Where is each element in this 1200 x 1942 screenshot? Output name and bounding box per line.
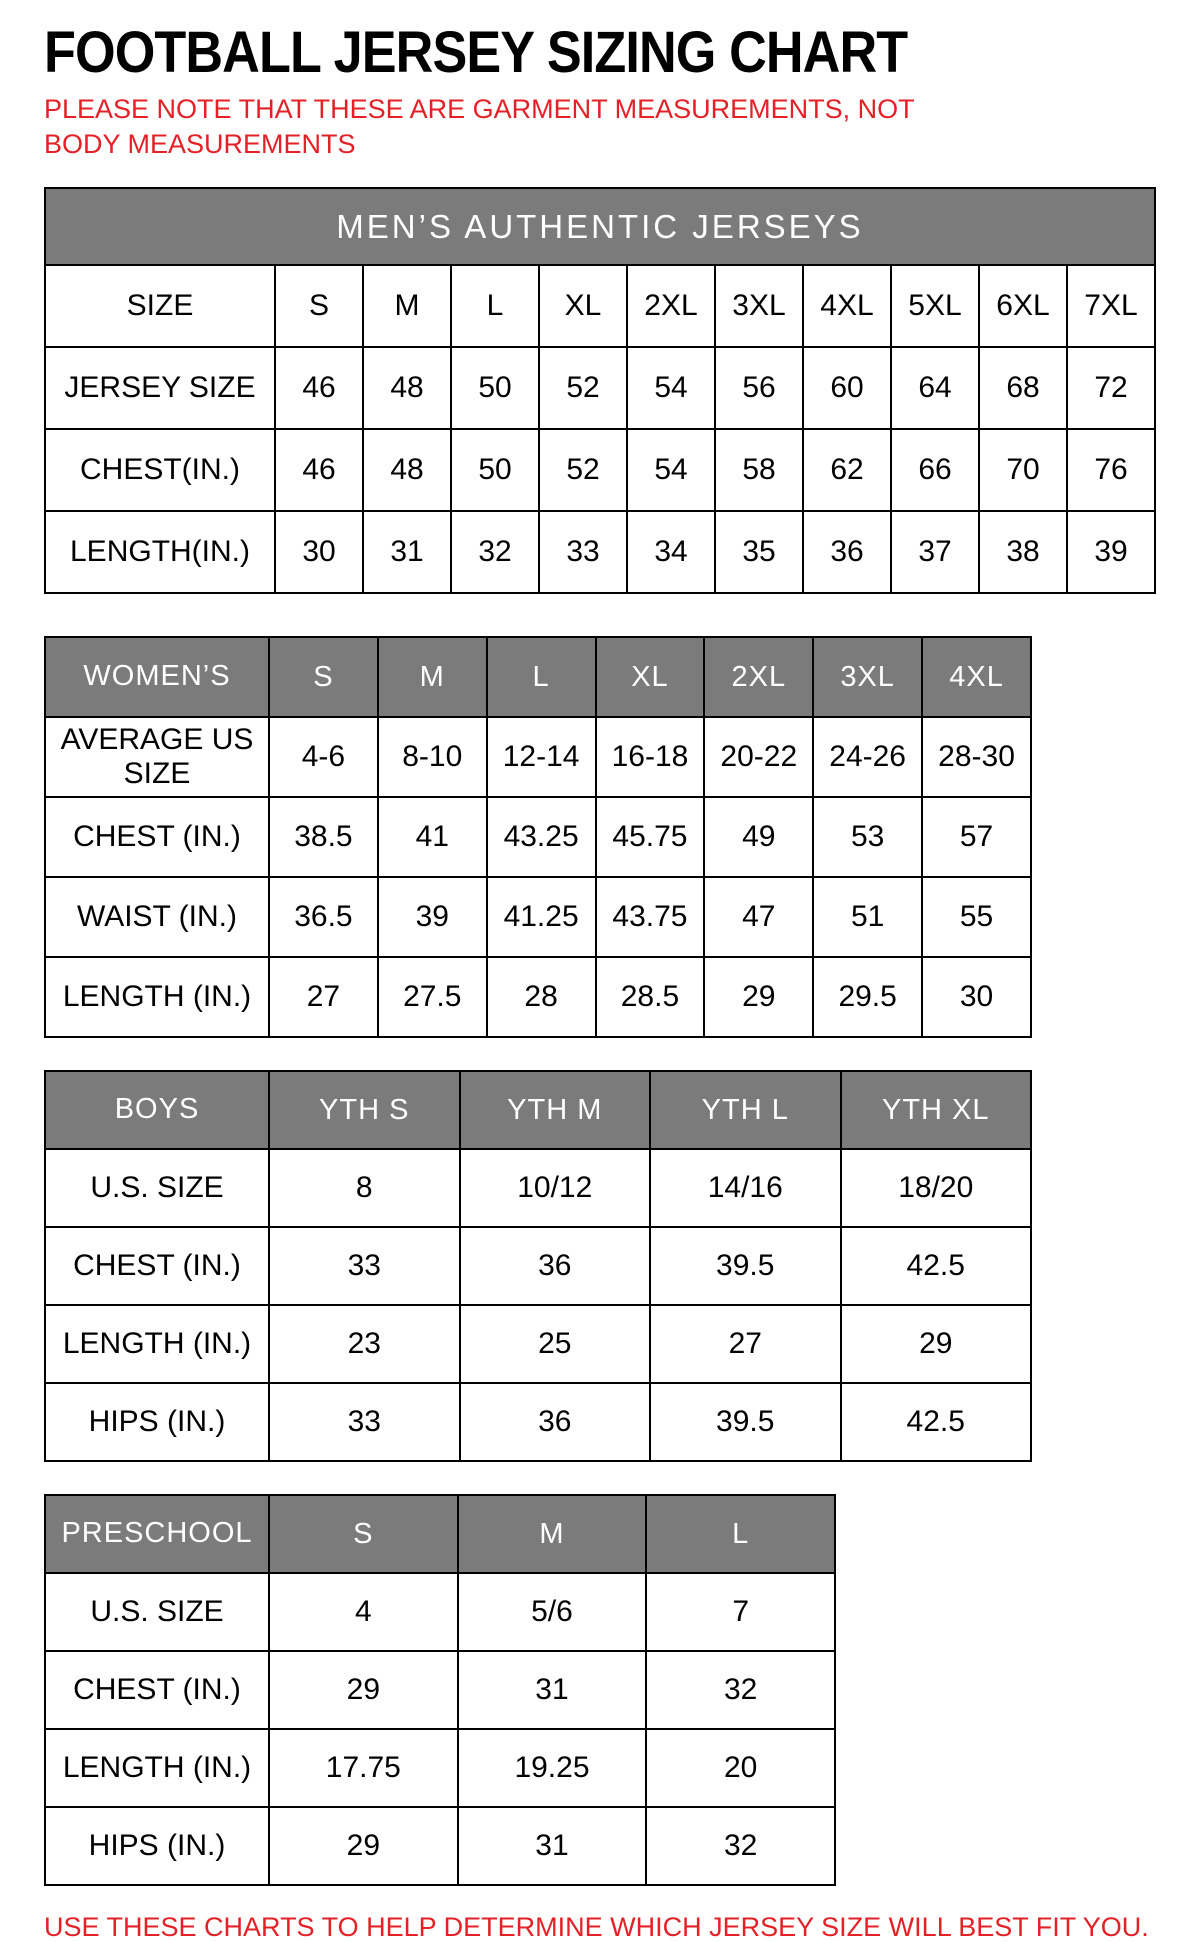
value-cell: 53 [813,797,922,877]
value-cell: 30 [922,957,1031,1037]
value-cell: 24-26 [813,717,922,797]
mens-table-header [45,188,1155,265]
mens-authentic-jerseys-table [44,187,1156,594]
row-label-cell: CHEST(IN.) [45,429,275,511]
value-cell: 14/16 [650,1149,841,1227]
table-row [45,1227,1031,1305]
value-cell: 29 [841,1305,1032,1383]
row-label-cell: LENGTH (IN.) [45,1729,269,1807]
table-row [45,1729,835,1807]
table-row [45,797,1031,877]
row-label-cell: HIPS (IN.) [45,1383,269,1461]
size-column-header: L [646,1495,835,1573]
value-cell: 28 [487,957,596,1037]
size-column-header: 4XL [922,637,1031,717]
value-cell: 39 [378,877,487,957]
value-cell: 41.25 [487,877,596,957]
page-title: FOOTBALL JERSEY SIZING CHART [44,20,908,85]
value-cell: 29 [704,957,813,1037]
value-cell: 54 [627,347,715,429]
value-cell: 43.25 [487,797,596,877]
boys-table-header [45,1071,1031,1149]
table-row [45,1807,835,1885]
value-cell: 17.75 [269,1729,458,1807]
value-cell: 27 [650,1305,841,1383]
table-row [45,877,1031,957]
size-column-header: L [487,637,596,717]
mens-title-row [45,188,1155,265]
value-cell: 48 [363,347,451,429]
value-cell: 36 [460,1383,651,1461]
value-cell: 47 [704,877,813,957]
value-cell: 33 [539,511,627,593]
value-cell: 25 [460,1305,651,1383]
value-cell: 19.25 [458,1729,647,1807]
value-cell: 72 [1067,347,1155,429]
table-row [45,957,1031,1037]
value-cell: 36 [460,1227,651,1305]
row-label-cell: CHEST (IN.) [45,797,269,877]
size-column-header: YTH S [269,1071,460,1149]
value-cell: 52 [539,347,627,429]
value-cell: 62 [803,429,891,511]
table-row [45,347,1155,429]
womens-table-body [45,717,1031,1037]
row-label-cell: CHEST (IN.) [45,1651,269,1729]
table-header-row [45,1071,1031,1149]
table-row [45,265,1155,347]
womens-sizing-table [44,636,1032,1038]
value-cell: 36.5 [269,877,378,957]
value-cell: 55 [922,877,1031,957]
value-cell: 37 [891,511,979,593]
value-cell: 49 [704,797,813,877]
footer-note: USE THESE CHARTS TO HELP DETERMINE WHICH JERSEY SIZE WILL BEST FIT YOU. [44,1912,1149,1942]
garment-measurement-note: PLEASE NOTE THAT THESE ARE GARMENT MEASUREMENTS, NOT BODY MEASUREMENTS [44,94,915,159]
value-cell: 68 [979,347,1067,429]
value-cell: 39 [1067,511,1155,593]
value-cell: 46 [275,347,363,429]
value-cell: 10/12 [460,1149,651,1227]
size-column-header: YTH XL [841,1071,1032,1149]
value-cell: 4-6 [269,717,378,797]
value-cell: 6XL [979,265,1067,347]
row-label-cell: U.S. SIZE [45,1573,269,1651]
size-column-header: YTH L [650,1071,841,1149]
size-column-header: 2XL [704,637,813,717]
value-cell: 4 [269,1573,458,1651]
value-cell: 20-22 [704,717,813,797]
value-cell: M [363,265,451,347]
value-cell: L [451,265,539,347]
table-row [45,1651,835,1729]
value-cell: 58 [715,429,803,511]
value-cell: 34 [627,511,715,593]
table-name-cell: WOMEN’S [45,637,269,717]
row-label-cell: AVERAGE US SIZE [45,717,269,797]
row-label-cell: JERSEY SIZE [45,347,275,429]
row-label-cell: HIPS (IN.) [45,1807,269,1885]
value-cell: 76 [1067,429,1155,511]
value-cell: 56 [715,347,803,429]
value-cell: 3XL [715,265,803,347]
value-cell: 39.5 [650,1383,841,1461]
value-cell: 8 [269,1149,460,1227]
table-row [45,1573,835,1651]
value-cell: 33 [269,1383,460,1461]
table-row [45,717,1031,797]
value-cell: 27.5 [378,957,487,1037]
value-cell: XL [539,265,627,347]
size-column-header: 3XL [813,637,922,717]
boys-table-body [45,1149,1031,1461]
size-column-header: S [269,1495,458,1573]
value-cell: 46 [275,429,363,511]
row-label-cell: CHEST (IN.) [45,1227,269,1305]
value-cell: 5XL [891,265,979,347]
preschool-sizing-table [44,1494,836,1886]
value-cell: 5/6 [458,1573,647,1651]
mens-table-body [45,265,1155,593]
size-column-header: YTH M [460,1071,651,1149]
value-cell: 54 [627,429,715,511]
value-cell: 31 [458,1807,647,1885]
value-cell: 36 [803,511,891,593]
preschool-table-body [45,1573,835,1885]
value-cell: 38 [979,511,1067,593]
value-cell: 43.75 [596,877,705,957]
table-row [45,429,1155,511]
value-cell: 31 [458,1651,647,1729]
value-cell: 57 [922,797,1031,877]
value-cell: 12-14 [487,717,596,797]
value-cell: 66 [891,429,979,511]
value-cell: 50 [451,429,539,511]
value-cell: 16-18 [596,717,705,797]
preschool-table-header [45,1495,835,1573]
womens-table-header [45,637,1031,717]
boys-sizing-table [44,1070,1032,1462]
mens-table-title: MEN’S AUTHENTIC JERSEYS [45,188,1155,265]
row-label-cell: LENGTH (IN.) [45,1305,269,1383]
value-cell: 51 [813,877,922,957]
value-cell: 32 [451,511,539,593]
value-cell: 64 [891,347,979,429]
value-cell: 31 [363,511,451,593]
value-cell: 29 [269,1807,458,1885]
table-row [45,511,1155,593]
value-cell: 32 [646,1651,835,1729]
value-cell: 45.75 [596,797,705,877]
value-cell: 52 [539,429,627,511]
value-cell: 29 [269,1651,458,1729]
value-cell: 20 [646,1729,835,1807]
table-row [45,1149,1031,1227]
value-cell: 8-10 [378,717,487,797]
value-cell: 2XL [627,265,715,347]
table-header-row [45,637,1031,717]
row-label-cell: LENGTH(IN.) [45,511,275,593]
value-cell: 60 [803,347,891,429]
value-cell: 27 [269,957,378,1037]
value-cell: 42.5 [841,1227,1032,1305]
value-cell: 35 [715,511,803,593]
value-cell: 28-30 [922,717,1031,797]
table-row [45,1305,1031,1383]
value-cell: 70 [979,429,1067,511]
table-header-row [45,1495,835,1573]
value-cell: 7XL [1067,265,1155,347]
value-cell: 32 [646,1807,835,1885]
table-name-cell: PRESCHOOL [45,1495,269,1573]
value-cell: 42.5 [841,1383,1032,1461]
value-cell: S [275,265,363,347]
value-cell: 28.5 [596,957,705,1037]
value-cell: 4XL [803,265,891,347]
value-cell: 29.5 [813,957,922,1037]
value-cell: 39.5 [650,1227,841,1305]
value-cell: 23 [269,1305,460,1383]
value-cell: 50 [451,347,539,429]
size-column-header: M [378,637,487,717]
value-cell: 33 [269,1227,460,1305]
value-cell: 7 [646,1573,835,1651]
table-name-cell: BOYS [45,1071,269,1149]
value-cell: 30 [275,511,363,593]
size-column-header: S [269,637,378,717]
value-cell: 18/20 [841,1149,1032,1227]
size-column-header: M [458,1495,647,1573]
row-label-cell: U.S. SIZE [45,1149,269,1227]
row-label-cell: SIZE [45,265,275,347]
row-label-cell: LENGTH (IN.) [45,957,269,1037]
value-cell: 48 [363,429,451,511]
table-row [45,1383,1031,1461]
size-column-header: XL [596,637,705,717]
row-label-cell: WAIST (IN.) [45,877,269,957]
value-cell: 41 [378,797,487,877]
value-cell: 38.5 [269,797,378,877]
